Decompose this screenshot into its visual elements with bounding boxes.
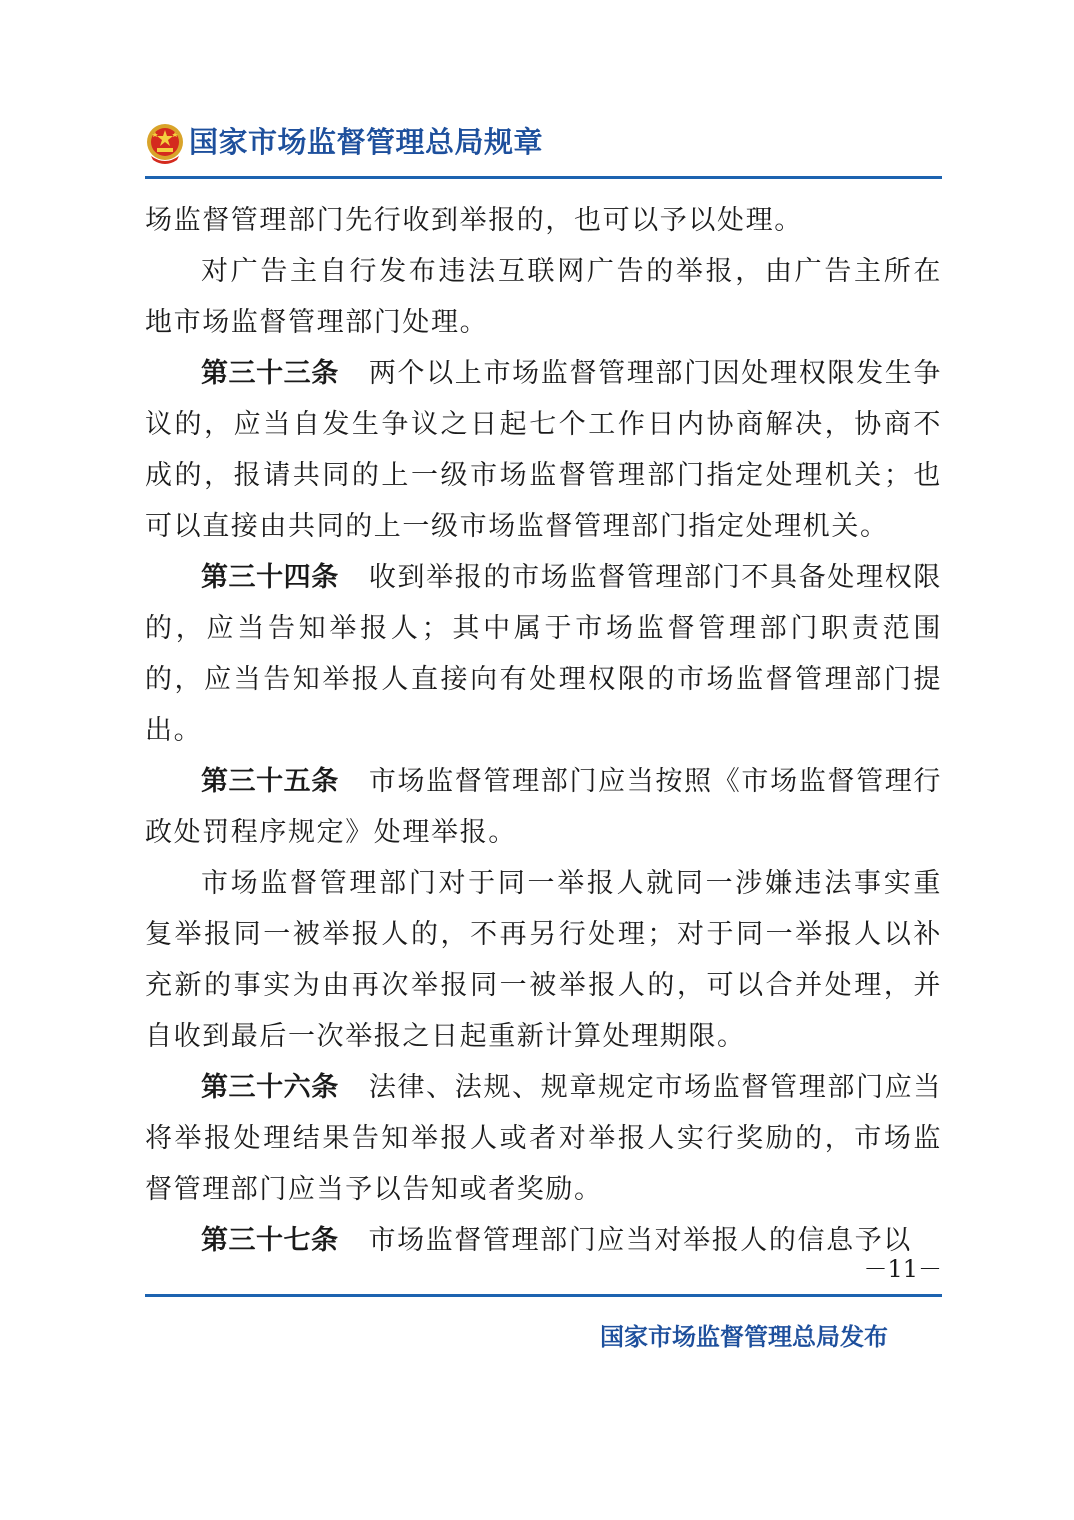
paragraph-text: 市场监督管理部门应当对举报人的信息予以 bbox=[368, 1225, 912, 1256]
article-paragraph bbox=[145, 1215, 942, 1266]
paragraph bbox=[145, 858, 942, 1062]
paragraph bbox=[145, 195, 942, 246]
article-label: 第三十六条 bbox=[201, 1072, 339, 1103]
header-title: 国家市场监督管理总局规章 bbox=[189, 125, 544, 159]
paragraph-text: 两个以上市场监督管理部门因处理权限发生争议的，应当自发生争议之日起七个工作日内协商解决，协商不成的，报请共同的上一级市场监督管理部门指定处理机关；也可以直接由共同的上一级市场监督管理部门指定处理机关。 bbox=[145, 358, 942, 542]
article-paragraph bbox=[145, 552, 942, 756]
footer-publisher: 国家市场监督管理总局发布 bbox=[600, 1323, 888, 1351]
national-emblem-icon bbox=[145, 122, 185, 166]
paragraph-text: 收到举报的市场监督管理部门不具备处理权限的，应当告知举报人；其中属于市场监督管理部门职责范围的，应当告知举报人直接向有处理权限的市场监督管理部门提出。 bbox=[145, 562, 942, 746]
paragraph-text: 法律、法规、规章规定市场监督管理部门应当将举报处理结果告知举报人或者对举报人实行奖励的，市场监督管理部门应当予以告知或者奖励。 bbox=[145, 1072, 942, 1205]
article-paragraph bbox=[145, 756, 942, 858]
article-label: 第三十四条 bbox=[201, 562, 339, 593]
page-header bbox=[145, 118, 942, 174]
paragraph-text: 市场监督管理部门对于同一举报人就同一涉嫌违法事实重复举报同一被举报人的，不再另行处理；对于同一举报人以补充新的事实为由再次举报同一被举报人的，可以合并处理，并自收到最后一次举报之日起重新计算处理期限。 bbox=[145, 868, 942, 1052]
paragraph-text: 场监督管理部门先行收到举报的，也可以予以处理。 bbox=[145, 205, 803, 236]
article-label: 第三十七条 bbox=[201, 1225, 339, 1256]
article-paragraph bbox=[145, 1062, 942, 1215]
article-label: 第三十三条 bbox=[201, 358, 339, 389]
footer-divider bbox=[145, 1294, 942, 1297]
paragraph-text: 对广告主自行发布违法互联网广告的举报，由广告主所在地市场监督管理部门处理。 bbox=[145, 256, 942, 338]
paragraph bbox=[145, 246, 942, 348]
article-paragraph bbox=[145, 348, 942, 552]
document-body bbox=[145, 195, 942, 1266]
page-number: －11－ bbox=[863, 1255, 942, 1283]
article-label: 第三十五条 bbox=[201, 766, 339, 797]
header-divider bbox=[145, 176, 942, 179]
paragraph-text: 市场监督管理部门应当按照《市场监督管理行政处罚程序规定》处理举报。 bbox=[145, 766, 942, 848]
